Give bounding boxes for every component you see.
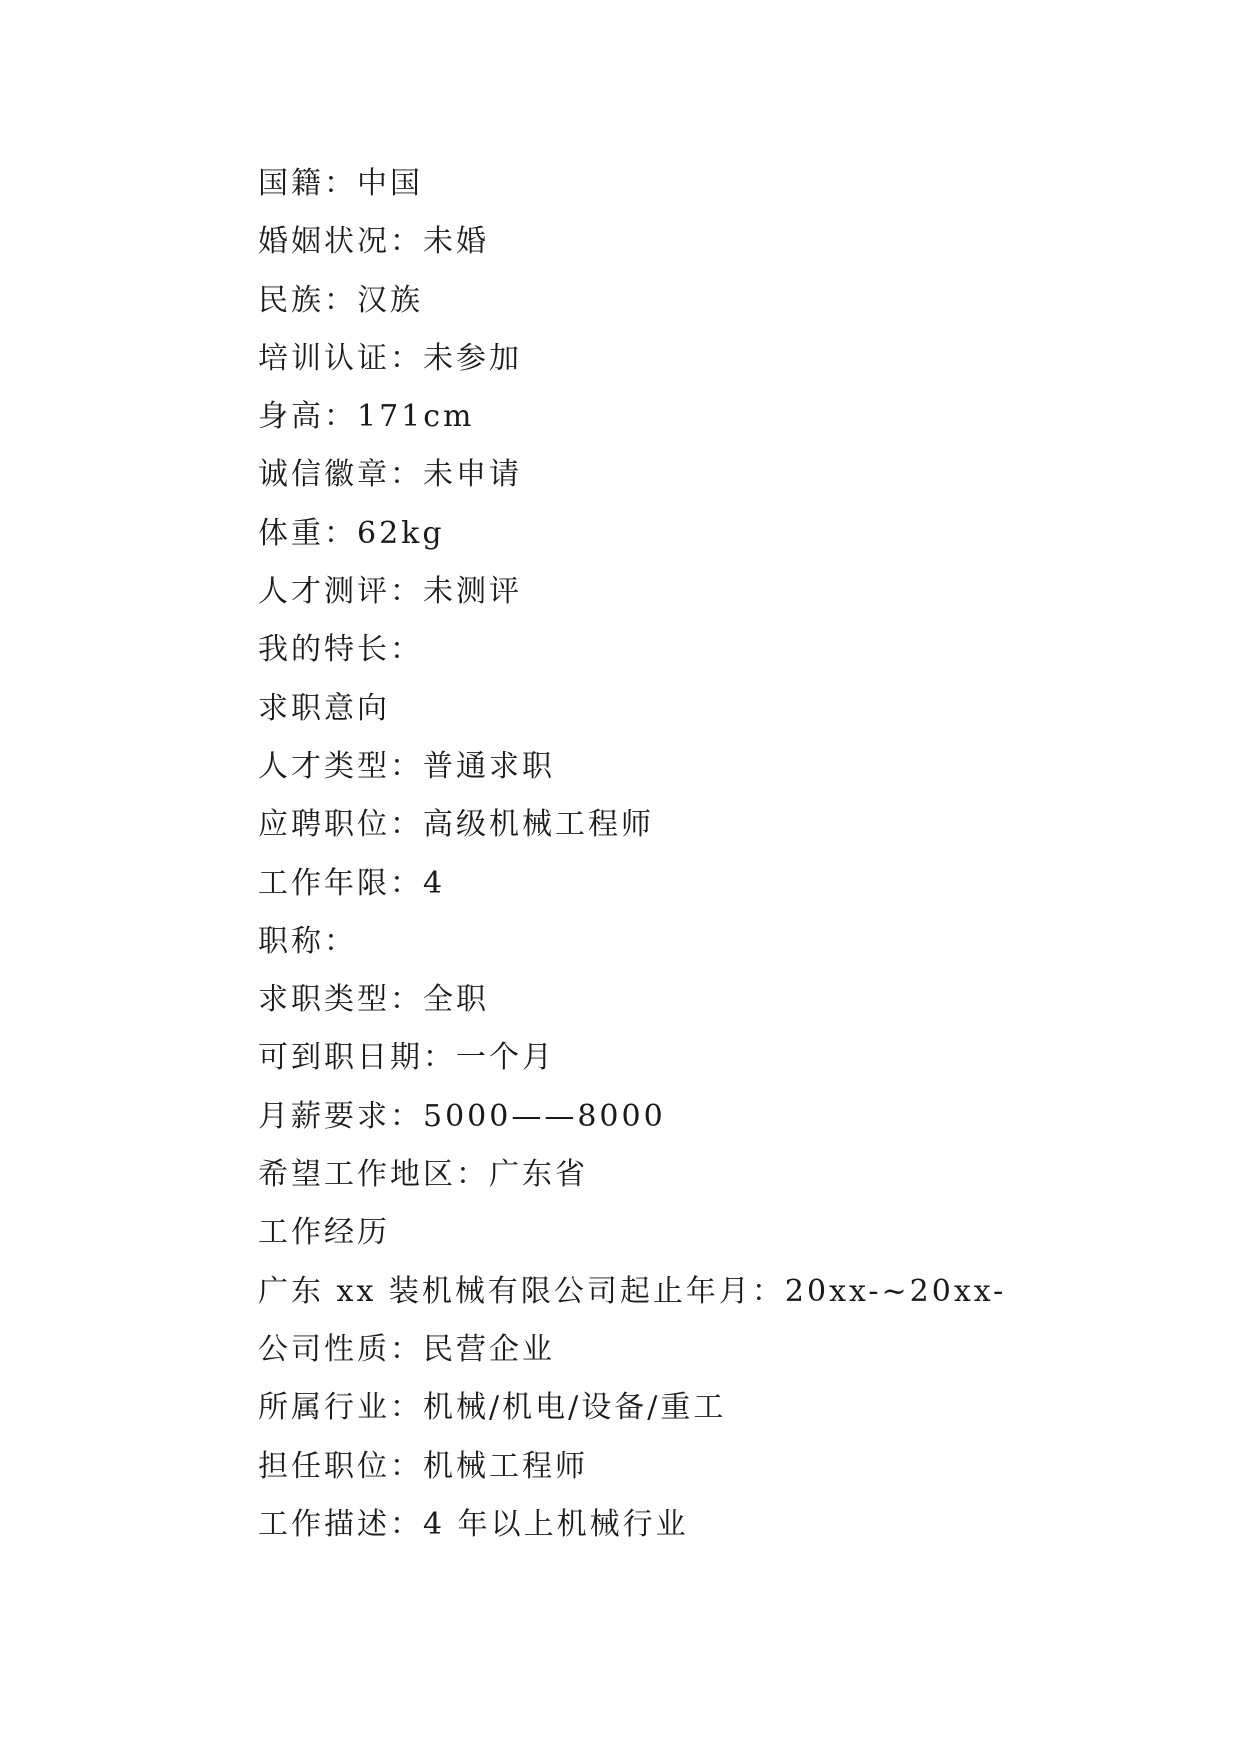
line-position-held: 担任职位：机械工程师 [258, 1448, 588, 1484]
line-job-description: 工作描述：4 年以上机械行业 [258, 1506, 689, 1542]
line-talent-type: 人才类型：普通求职 [258, 748, 555, 784]
resume-lines [258, 155, 1158, 1554]
line-height: 身高：171cm [258, 399, 475, 435]
section-heading-work-experience: 工作经历 [258, 1215, 390, 1251]
line-job-type: 求职类型：全职 [258, 982, 489, 1018]
line-talent-assessment: 人才测评：未测评 [258, 574, 522, 610]
line-specialties: 我的特长： [258, 632, 423, 668]
line-ethnicity: 民族：汉族 [258, 282, 423, 318]
line-weight: 体重：62kg [258, 515, 445, 551]
line-integrity-badge: 诚信徽章：未申请 [258, 457, 522, 493]
line-salary-requirement: 月薪要求：5000——8000 [258, 1098, 666, 1134]
line-marital-status: 婚姻状况：未婚 [258, 224, 489, 260]
line-title: 职称： [258, 923, 357, 959]
line-nationality: 国籍：中国 [258, 166, 423, 201]
line-applied-position: 应聘职位：高级机械工程师 [258, 807, 654, 843]
section-heading-job-intention: 求职意向 [258, 690, 390, 726]
line-company-nature: 公司性质：民营企业 [258, 1331, 555, 1367]
line-preferred-location: 希望工作地区：广东省 [258, 1157, 588, 1193]
line-company-period: 广东 xx 装机械有限公司起止年月：20xx-~20xx- [258, 1273, 1007, 1309]
line-industry: 所属行业：机械/机电/设备/重工 [258, 1390, 727, 1426]
line-training-certification: 培训认证：未参加 [258, 340, 522, 376]
line-available-date: 可到职日期：一个月 [258, 1040, 555, 1076]
line-work-years: 工作年限：4 [258, 865, 446, 901]
